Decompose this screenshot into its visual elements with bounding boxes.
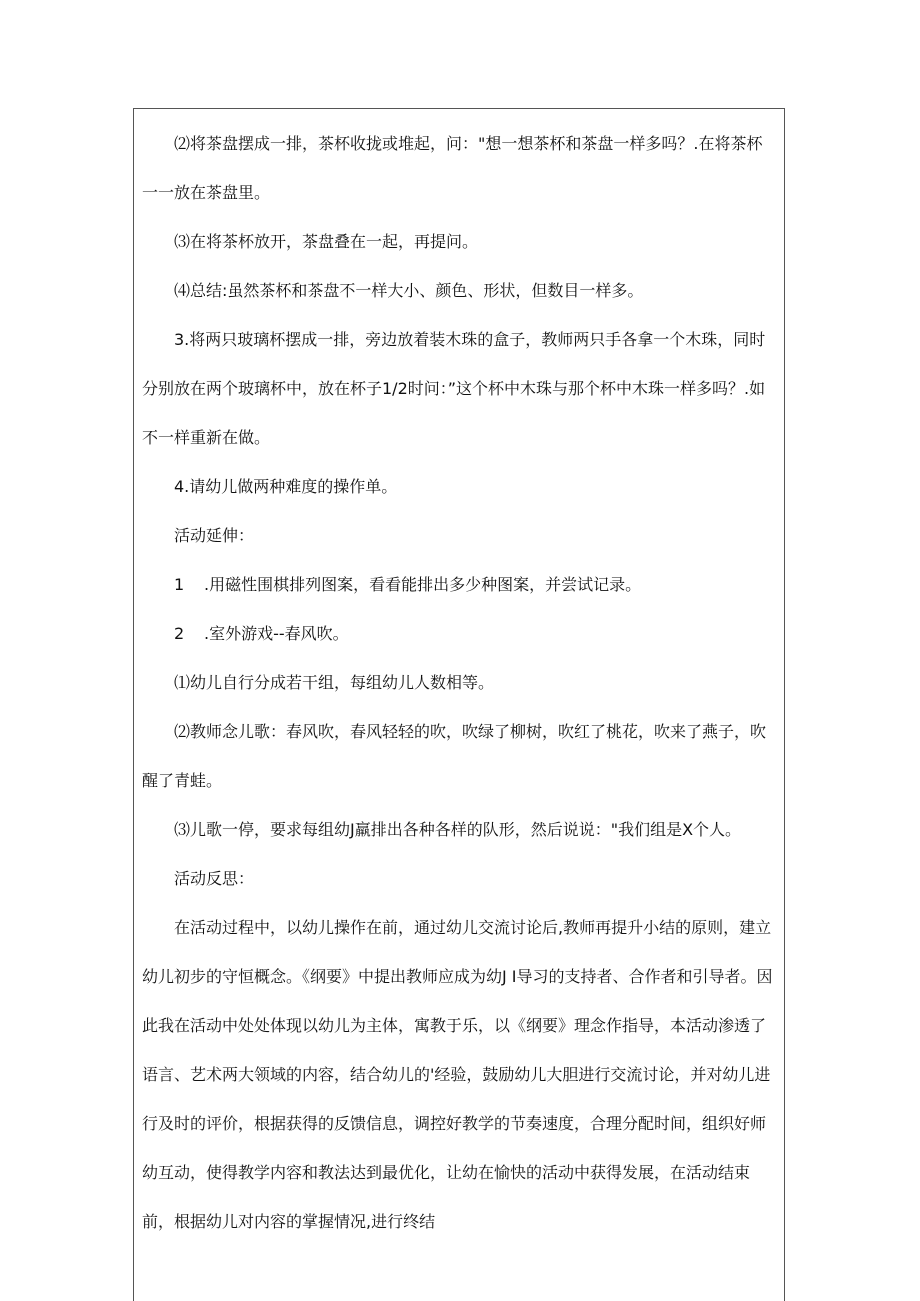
list-text: .用磁性围棋排列图案，看看能排出多少种图案，并尝试记录。 bbox=[204, 575, 642, 594]
heading-activity-reflection: 活动反思： bbox=[174, 869, 255, 888]
paragraph-game-step-3: ⑶儿歌一停，要求每组幼J羸排出各种各样的队形，然后说说："我们组是X个人。 bbox=[174, 820, 742, 839]
paragraph-step-3: ⑶在将茶杯放开，茶盘叠在一起，再提问。 bbox=[174, 232, 479, 251]
document-frame bbox=[133, 108, 785, 1301]
list-text: .室外游戏--春风吹。 bbox=[204, 624, 349, 643]
paragraph-item-3: 3.将两只玻璃杯摆成一排，旁边放着装木珠的盒子，教师两只手各拿一个木珠，同时分别放在两个玻璃杯中，放在杯子1/2时问：”这个杯中木珠与那个杯中木珠一样多吗？.如不一样重新在做。 bbox=[142, 330, 766, 447]
paragraph-extension-2 bbox=[142, 609, 778, 658]
paragraph-extension-1 bbox=[142, 560, 778, 609]
list-number: 2 bbox=[174, 624, 185, 643]
paragraph-item-4: 4.请幼儿做两种难度的操作单。 bbox=[174, 477, 398, 496]
document-content bbox=[142, 119, 778, 1246]
paragraph-step-4: ⑷总结:虽然茶杯和茶盘不一样大小、颜色、形状，但数目一样多。 bbox=[174, 281, 644, 300]
paragraph-reflection: 在活动过程中，以幼儿操作在前，通过幼儿交流讨论后,教师再提升小结的原则，建立幼儿初步的守恒概念。《纲要》中提出教师应成为幼J I导习的支持者、合作者和引导者。因此我在活动中处处体现以幼儿为主体，寓教于乐，以《纲要》理念作指导，本活动渗透了语言、艺术两大领域的内容，结合幼儿的'经验，鼓励幼儿大胆进行交流讨论，并对幼儿进行及时的评价，根据获得的反馈信息，调控好教学的节奏速度，合理分配时间，组织好师幼互动，使得教学内容和教法达到最优化，让幼在愉快的活动中获得发展，在活动结束前，根据幼儿对内容的掌握情况,进行终结 bbox=[142, 918, 773, 1231]
paragraph-game-step-1: ⑴幼儿自行分成若干组，每组幼儿人数相等。 bbox=[174, 673, 495, 692]
list-number: 1 bbox=[174, 575, 185, 594]
paragraph-game-step-2: ⑵教师念儿歌：春风吹，春风轻轻的吹，吹绿了柳树，吹红了桃花，吹来了燕子，吹醒了青蛙。 bbox=[142, 722, 767, 790]
paragraph-step-2: ⑵将茶盘摆成一排，茶杯收拢或堆起，问："想一想茶杯和茶盘一样多吗？.在将茶杯一一放在茶盘里。 bbox=[142, 134, 763, 202]
heading-activity-extension: 活动延伸： bbox=[174, 526, 255, 545]
